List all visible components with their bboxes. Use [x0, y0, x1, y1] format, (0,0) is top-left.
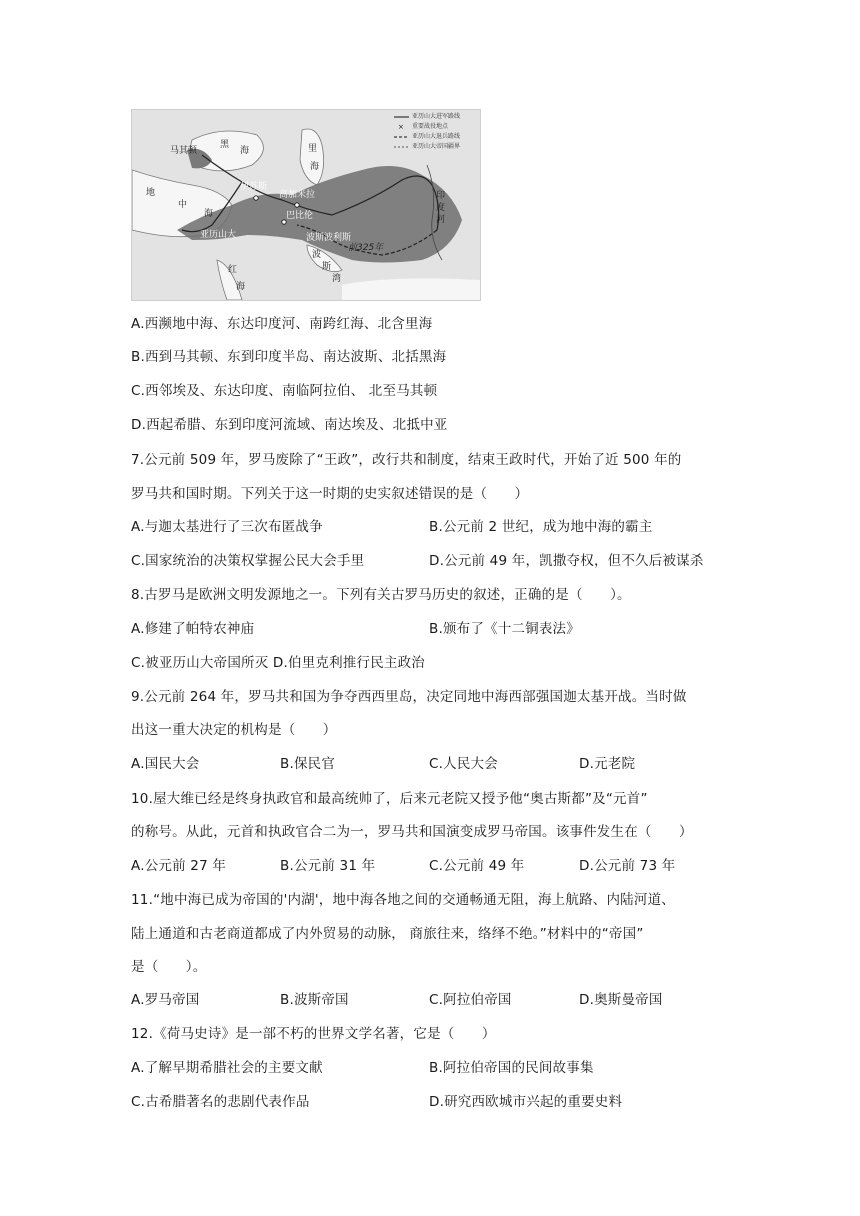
map-label-persepolis: 波斯波利斯 [306, 233, 352, 243]
map-label-gulf-wan: 湾 [332, 274, 342, 284]
q11-option-c: C.阿拉伯帝国 [429, 992, 512, 1008]
map-label-med-hai: 海 [204, 209, 214, 219]
q8-option-cd: C.被亚历山大帝国所灭 D.伯里克利推行民主政治 [131, 655, 425, 671]
q9-stem-line2: 出这一重大决定的机构是（ ） [131, 722, 337, 738]
map-label-black: 黑 [220, 140, 230, 150]
map-label-med-zhong: 中 [178, 200, 188, 210]
legend-battle-site: 重要战役地点 [412, 123, 449, 130]
q10-stem-line1: 10.屋大维已经是终身执政官和最高统帅了，后来元老院又授予他“奥古斯都”及“元首” [131, 791, 648, 807]
q12-stem: 12.《荷马史诗》是一部不朽的世界文学名著，它是（ ） [131, 1026, 496, 1042]
map-label-gulf-bo: 波 [312, 250, 322, 260]
q10-stem-line2: 的称号。从此，元首和执政官合二为一，罗马共和国演变成罗马帝国。该事件发生在（ ） [131, 824, 693, 840]
map-label-macedonia: 马其顿 [170, 146, 198, 156]
q7-option-d: D.公元前 49 年，凯撒夺权，但不久后被谋杀 [429, 553, 704, 569]
map-label-red-hong: 红 [228, 265, 238, 275]
q9-option-c: C.人民大会 [429, 756, 498, 772]
q11-stem-line1: 11.“地中海已成为帝国的'内湖'，地中海各地之间的交通畅通无阻，海上航路、内陆河道、 [131, 892, 675, 908]
q7-stem-line1: 7.公元前 509 年，罗马废除了“王政”，改行共和制度，结束王政时代，开始了近 500 年的 [131, 452, 682, 468]
map-label-caspian-hai: 海 [310, 162, 320, 172]
legend-advance-route: 亚历山大进军路线 [412, 113, 461, 120]
map-label-indus: 印度河 [436, 191, 446, 225]
q8-option-b: B.颁布了《十二铜表法》 [429, 621, 580, 637]
q9-option-d: D.元老院 [579, 756, 636, 772]
map-label-med-di: 地 [146, 188, 156, 198]
q11-option-a: A.罗马帝国 [131, 992, 200, 1008]
q11-option-b: B.波斯帝国 [280, 992, 349, 1008]
q8-option-a: A.修建了帕特农神庙 [131, 621, 255, 637]
map-label-black-sea: 海 [240, 146, 250, 156]
q7-option-a: A.与迦太基进行了三次布匿战争 [131, 519, 323, 535]
svg-text:×: × [398, 123, 404, 131]
q12-option-c: C.古希腊著名的悲剧代表作品 [131, 1094, 310, 1110]
q6-option-b: B.西到马其顿、东到印度半岛、南达波斯、北括黑海 [131, 349, 447, 365]
q9-option-a: A.国民大会 [131, 756, 200, 772]
q12-option-a: A.了解早期希腊社会的主要文献 [131, 1060, 323, 1076]
map-legend [390, 112, 478, 156]
q6-option-a: A.西濒地中海、东达印度河、南跨红海、北含里海 [131, 316, 433, 332]
q10-option-a: A.公元前 27 年 [131, 858, 227, 874]
q8-stem: 8.古罗马是欧洲文明发源地之一。下列有关古罗马历史的叙述，正确的是（ ）。 [131, 587, 631, 603]
q7-stem-line2: 罗马共和国时期。下列关于这一时期的史实叙述错误的是（ ） [131, 486, 529, 502]
q12-option-b: B.阿拉伯帝国的民间故事集 [429, 1060, 594, 1076]
legend-empire-border: 亚历山大帝国疆界 [412, 143, 461, 150]
q6-option-d: D.西起希腊、东到印度河流域、南达埃及、北抵中亚 [131, 417, 448, 433]
map-label-issus: 伊苏斯 [240, 182, 268, 192]
q11-stem-line2: 陆上通道和古老商道都成了内外贸易的动脉， 商旅往来，络绎不绝。”材料中的“帝国” [131, 926, 644, 942]
q7-option-c: C.国家统治的决策权掌握公民大会手里 [131, 553, 365, 569]
q9-option-b: B.保民官 [280, 756, 336, 772]
map-label-gaugamela: 高加米拉 [279, 190, 316, 200]
q11-stem-line3: 是（ ）。 [131, 959, 207, 975]
legend-retreat-route: 亚历山大退兵路线 [412, 133, 461, 140]
q6-option-c: C.西邻埃及、东达印度、南临阿拉伯、 北至马其顿 [131, 383, 438, 399]
q7-option-b: B.公元前 2 世纪，成为地中海的霸主 [429, 519, 653, 535]
q9-stem-line1: 9.公元前 264 年，罗马共和国为争夺西西里岛，决定同地中海西部强国迦太基开战。当时做 [131, 689, 687, 705]
alexander-empire-map [131, 109, 481, 301]
map-label-caspian-li: 里 [308, 144, 318, 154]
q10-option-c: C.公元前 49 年 [429, 858, 525, 874]
map-label-red-hai: 海 [236, 282, 246, 292]
map-label-year: 前325年 [348, 243, 384, 253]
q10-option-b: B.公元前 31 年 [280, 858, 376, 874]
map-label-gulf-si: 斯 [322, 262, 332, 272]
map-label-alexandria: 亚历山大 [200, 230, 237, 240]
q11-option-d: D.奥斯曼帝国 [579, 992, 663, 1008]
q10-option-d: D.公元前 73 年 [579, 858, 676, 874]
map-label-babylon: 巴比伦 [286, 211, 314, 221]
q12-option-d: D.研究西欧城市兴起的重要史料 [429, 1094, 623, 1110]
